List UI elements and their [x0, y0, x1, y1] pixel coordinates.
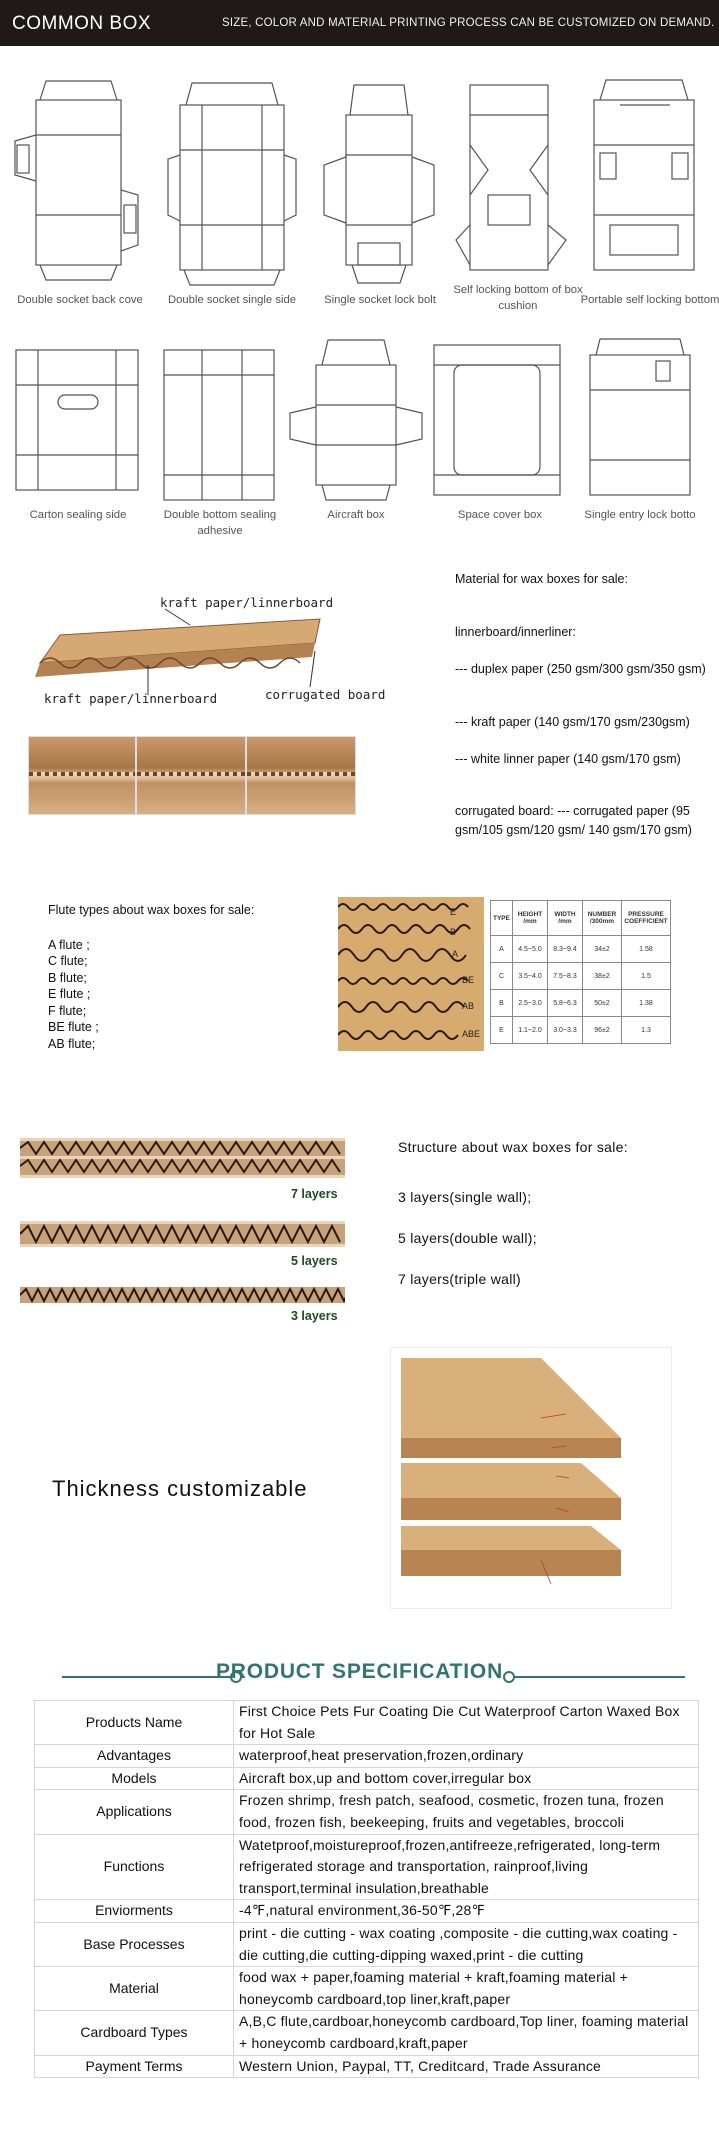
- table-row: [35, 2011, 699, 2055]
- table-row: [35, 2055, 699, 2078]
- table-cell: 3.5~4.0: [512, 963, 547, 990]
- spec-value: Frozen shrimp, fresh patch, seafood, cosmetic, frozen tuna, frozen food, frozen fish, beekeeping, fruits and vegetables, broccoli: [234, 1790, 699, 1834]
- table-cell: 8.3~9.4: [547, 936, 582, 963]
- flute-sample-photo: [338, 897, 484, 1051]
- box-style-aircraft: [286, 335, 426, 570]
- spec-key: Enviorments: [35, 1900, 234, 1923]
- box-style-single-socket-lock: [310, 75, 450, 310]
- flute-photo-label: ABE: [462, 1029, 481, 1039]
- flute-photo-label: AB: [462, 1001, 475, 1011]
- thickness-photo: [390, 1347, 672, 1609]
- table-cell: 1.38: [621, 990, 670, 1017]
- spec-value: A,B,C flute,cardboar,honeycomb cardboard,Top liner, foaming material + honeycomb cardboard,kraft,paper: [234, 2011, 699, 2055]
- label-kraft-bottom: kraft paper/linnerboard: [44, 691, 218, 706]
- table-cell: 50±2: [582, 990, 621, 1017]
- table-cell: 4.5~5.0: [512, 936, 547, 963]
- material-line: --- kraft paper (140 gsm/170 gsm/230gsm): [455, 715, 690, 729]
- dieline-icon: [430, 335, 570, 505]
- box-style-portable-self-locking: [580, 75, 719, 310]
- spec-key: Applications: [35, 1790, 234, 1834]
- flute-photo-label: BE: [462, 975, 475, 985]
- box-style-space-cover: [430, 335, 570, 570]
- spec-value: First Choice Pets Fur Coating Die Cut Waterproof Carton Waxed Box for Hot Sale: [234, 1701, 699, 1745]
- table-row: [35, 1967, 699, 2011]
- table-row: [35, 1701, 699, 1745]
- flute-table-header: TYPE: [491, 901, 513, 936]
- layer-label: 3 layers: [291, 1309, 338, 1323]
- box-style-caption: Single entry lock botto: [584, 509, 696, 521]
- table-row: [35, 1900, 699, 1923]
- spec-value: -4℉,natural environment,36-50℉,28℉: [234, 1900, 699, 1923]
- table-cell: 5.8~6.3: [547, 990, 582, 1017]
- header-subtitle: SIZE, COLOR AND MATERIAL PRINTING PROCESS CAN BE CUSTOMIZED ON DEMAND.: [222, 17, 715, 29]
- table-cell: 3.0~3.3: [547, 1017, 582, 1044]
- spec-key: Functions: [35, 1834, 234, 1900]
- table-row: [35, 1922, 699, 1966]
- flute-profiles-icon: [338, 897, 484, 1051]
- table-cell: 2.5~3.0: [512, 990, 547, 1017]
- flute-table-header: PRESSURE COEFFICIENT: [621, 901, 670, 936]
- flute-photo-label: A: [452, 949, 459, 959]
- spec-key: Cardboard Types: [35, 2011, 234, 2055]
- flute-spec-table: [490, 900, 671, 1044]
- spec-key: Models: [35, 1767, 234, 1790]
- label-kraft-top: kraft paper/linnerboard: [160, 595, 334, 610]
- layer-label: 5 layers: [291, 1254, 338, 1268]
- flute-photo-label: E: [450, 907, 457, 917]
- material-line: --- duplex paper (250 gsm/300 gsm/350 gsm): [455, 662, 706, 676]
- corrugated-7-layers-icon: [20, 1138, 345, 1178]
- stacked-boards-icon: [391, 1348, 671, 1608]
- board-photo: [136, 736, 246, 815]
- spec-value: food wax + paper,foaming material + kraft,foaming material + honeycomb cardboard,top liner,kraft,paper: [234, 1967, 699, 2011]
- header-bar: [0, 0, 719, 46]
- box-style-single-entry-lock: [570, 335, 710, 570]
- corrugated-5-layers-icon: [20, 1221, 345, 1247]
- box-style-caption: Single socket lock bolt: [324, 294, 436, 306]
- table-cell: C: [491, 963, 513, 990]
- box-style-double-socket-back: [10, 75, 150, 310]
- box-style-double-socket-single: [162, 75, 302, 310]
- box-style-caption: Self locking bottom of box cushion: [453, 284, 583, 312]
- dieline-icon: [162, 75, 302, 290]
- table-cell: 1.58: [621, 936, 670, 963]
- spec-value: Aircraft box,up and bottom cover,irregular box: [234, 1767, 699, 1790]
- corrugated-3-layers-icon: [20, 1287, 345, 1303]
- flute-item: A flute ;: [48, 938, 90, 952]
- flute-table-header: NUMBER /300mm: [582, 901, 621, 936]
- box-style-self-locking-cushion: [448, 75, 588, 310]
- layer-label: 7 layers: [291, 1187, 338, 1201]
- table-row: [491, 936, 671, 963]
- flute-item: AB flute;: [48, 1037, 96, 1051]
- corrugated-diagram: [20, 595, 410, 725]
- table-cell: 7.5~8.3: [547, 963, 582, 990]
- spec-value: print - die cutting - wax coating ,composite - die cutting,wax coating - die cutting,die cutting-dipping waxed,print - die cutting: [234, 1922, 699, 1966]
- table-row: [35, 1834, 699, 1900]
- table-cell: 34±2: [582, 936, 621, 963]
- table-cell: 1.5: [621, 963, 670, 990]
- spec-value: Watetproof,moistureproof,frozen,antifreeze,refrigerated, long-term refrigerated storage and transportation, rainproof,living transport,terminal insulation,breathable: [234, 1834, 699, 1900]
- dieline-icon: [10, 75, 150, 290]
- dieline-icon: [310, 75, 450, 290]
- flute-item: C flute;: [48, 954, 88, 968]
- board-photo: [28, 736, 136, 815]
- table-row: [491, 990, 671, 1017]
- dieline-icon: [150, 335, 290, 505]
- box-style-caption: Portable self locking bottom: [580, 294, 719, 306]
- flute-photo-label: B: [450, 927, 457, 937]
- table-row: [35, 1790, 699, 1834]
- box-style-caption: Double socket back cove: [17, 294, 143, 306]
- spec-key: Material: [35, 1967, 234, 2011]
- structure-item: 5 layers(double wall);: [398, 1230, 537, 1246]
- material-line: linnerboard/innerliner:: [455, 625, 576, 639]
- table-row: [491, 1017, 671, 1044]
- box-style-caption: Aircraft box: [327, 509, 385, 521]
- spec-key: Payment Terms: [35, 2055, 234, 2078]
- box-style-caption: Double socket single side: [167, 294, 297, 306]
- table-cell: B: [491, 990, 513, 1017]
- label-corrugated: corrugated board: [265, 687, 386, 702]
- structure-heading: Structure about wax boxes for sale:: [398, 1139, 628, 1155]
- board-photo: [246, 736, 356, 815]
- structure-item: 3 layers(single wall);: [398, 1189, 532, 1205]
- dieline-icon: [286, 335, 426, 505]
- box-style-caption: Space cover box: [457, 509, 543, 521]
- layer-sample-3: [20, 1287, 345, 1303]
- flute-item: B flute;: [48, 971, 87, 985]
- box-style-caption: Double bottom sealing adhesive: [163, 509, 277, 537]
- spec-title: PRODUCT SPECIFICATION: [215, 1660, 504, 1683]
- box-style-carton-sealing: [8, 335, 148, 570]
- dieline-icon: [8, 335, 148, 505]
- table-row: [35, 1745, 699, 1768]
- structure-item: 7 layers(triple wall): [398, 1271, 521, 1287]
- spec-value: waterproof,heat preservation,frozen,ordinary: [234, 1745, 699, 1768]
- table-cell: 1.1~2.0: [512, 1017, 547, 1044]
- table-row: [491, 963, 671, 990]
- thickness-title: Thickness customizable: [52, 1476, 308, 1501]
- flute-table-header: WIDTH /mm: [547, 901, 582, 936]
- flute-heading: Flute types about wax boxes for sale:: [48, 903, 255, 917]
- material-heading: Material for wax boxes for sale:: [455, 572, 628, 586]
- flute-item: F flute;: [48, 1004, 87, 1018]
- spec-key: Products Name: [35, 1701, 234, 1745]
- flute-item: E flute ;: [48, 987, 91, 1001]
- spec-key: Base Processes: [35, 1922, 234, 1966]
- box-style-caption: Carton sealing side: [29, 509, 127, 521]
- header-title: COMMON BOX: [12, 13, 152, 34]
- flute-item: BE flute ;: [48, 1020, 99, 1034]
- layer-sample-7: [20, 1138, 345, 1178]
- layer-sample-5: [20, 1221, 345, 1247]
- material-line: --- white linner paper (140 gsm/170 gsm): [455, 752, 681, 766]
- table-cell: 38±2: [582, 963, 621, 990]
- dieline-icon: [448, 75, 588, 290]
- table-cell: E: [491, 1017, 513, 1044]
- table-row: [35, 1767, 699, 1790]
- table-cell: 96±2: [582, 1017, 621, 1044]
- dieline-icon: [570, 335, 710, 505]
- material-line: corrugated board: --- corrugated paper (95 gsm/105 gsm/120 gsm/ 140 gsm/170 gsm): [455, 804, 692, 837]
- flute-table-header: HEIGHT /mm: [512, 901, 547, 936]
- box-style-double-bottom: [150, 335, 290, 570]
- spec-table: [34, 1700, 699, 2078]
- table-cell: 1.3: [621, 1017, 670, 1044]
- table-cell: A: [491, 936, 513, 963]
- dieline-icon: [580, 75, 719, 290]
- spec-key: Advantages: [35, 1745, 234, 1768]
- spec-value: Western Union, Paypal, TT, Creditcard, Trade Assurance: [234, 2055, 699, 2078]
